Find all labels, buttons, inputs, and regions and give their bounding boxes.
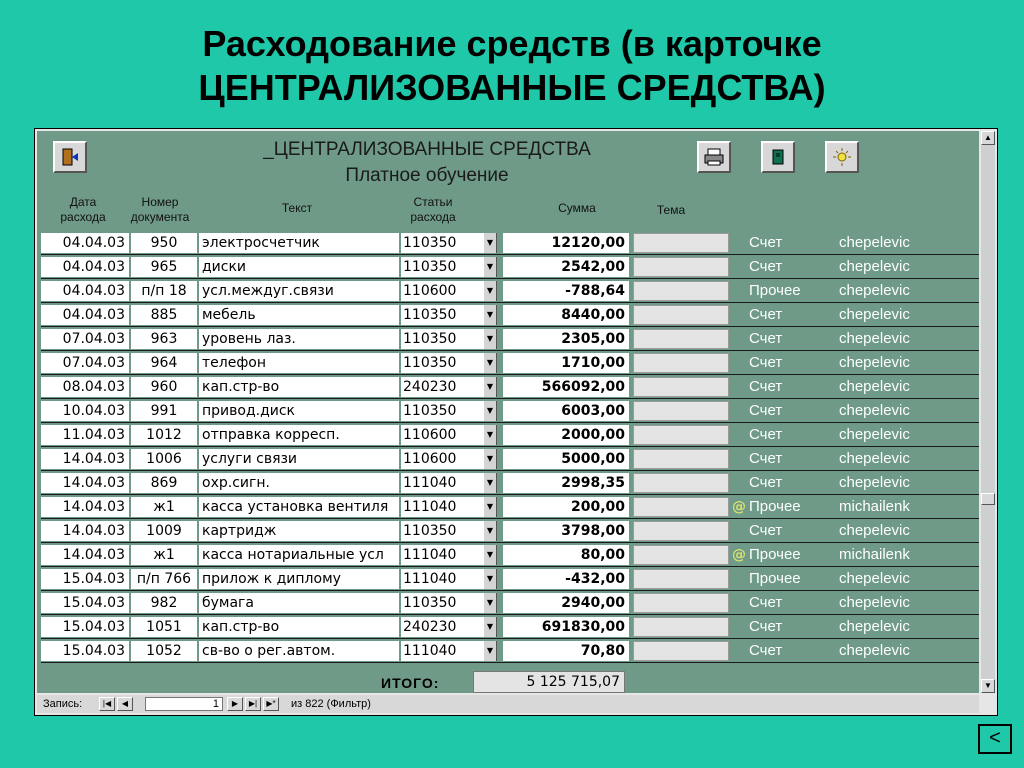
table-row[interactable]: [41, 567, 979, 591]
user-cell: chepelevic: [839, 330, 910, 347]
tema-cell[interactable]: [633, 353, 729, 373]
door-exit-icon: [60, 147, 80, 167]
tema-cell[interactable]: [633, 281, 729, 301]
doc-number-cell[interactable]: 869: [131, 473, 197, 493]
prev-record-button[interactable]: ◀: [117, 697, 133, 711]
type-cell: Счет: [749, 642, 783, 659]
article-dropdown-button[interactable]: ▼: [483, 593, 497, 613]
col-head-sum: Сумма: [558, 201, 596, 215]
sum-cell[interactable]: 2998,35: [503, 473, 629, 493]
scroll-up-button[interactable]: ▲: [981, 131, 995, 145]
date-cell[interactable]: 14.04.03: [41, 497, 129, 517]
user-cell: chepelevic: [839, 474, 910, 491]
col-head-text: Текст: [281, 201, 313, 215]
text-cell[interactable]: телефон: [199, 353, 399, 373]
col-head-tema: Тема: [656, 203, 686, 217]
doc-number-cell[interactable]: 1052: [131, 641, 197, 661]
attachment-marker: [731, 617, 747, 637]
sum-cell[interactable]: 1710,00: [503, 353, 629, 373]
text-cell[interactable]: кап.стр-во: [199, 377, 399, 397]
text-cell[interactable]: диски: [199, 257, 399, 277]
table-row[interactable]: [41, 231, 979, 255]
article-dropdown-button[interactable]: ▼: [483, 329, 497, 349]
record-navigator: [37, 695, 979, 713]
article-dropdown-button[interactable]: ▼: [483, 425, 497, 445]
type-cell: Счет: [749, 594, 783, 611]
scroll-down-button[interactable]: ▼: [981, 679, 995, 693]
article-cell[interactable]: 240230: [401, 617, 483, 637]
table-row[interactable]: [41, 471, 979, 495]
col-head-date-line1: Дата: [69, 195, 97, 209]
text-cell[interactable]: касса установка вентиля: [199, 497, 399, 517]
type-cell: Счет: [749, 450, 783, 467]
text-cell[interactable]: кап.стр-во: [199, 617, 399, 637]
date-cell[interactable]: 04.04.03: [41, 257, 129, 277]
new-record-button[interactable]: ▶*: [263, 697, 279, 711]
last-record-button[interactable]: ▶|: [245, 697, 261, 711]
sum-cell[interactable]: 80,00: [503, 545, 629, 565]
table-row[interactable]: [41, 303, 979, 327]
light-bulb-icon: [832, 147, 852, 167]
tema-cell[interactable]: [633, 401, 729, 421]
tema-cell[interactable]: [633, 473, 729, 493]
type-cell: Прочее: [749, 498, 801, 515]
table-row[interactable]: [41, 327, 979, 351]
date-cell[interactable]: 08.04.03: [41, 377, 129, 397]
doc-number-cell[interactable]: 964: [131, 353, 197, 373]
date-cell[interactable]: 15.04.03: [41, 593, 129, 613]
form-body: [37, 131, 979, 693]
article-dropdown-button[interactable]: ▼: [483, 257, 497, 277]
text-cell[interactable]: отправка корресп.: [199, 425, 399, 445]
tema-cell[interactable]: [633, 521, 729, 541]
sum-cell[interactable]: 2000,00: [503, 425, 629, 445]
text-cell[interactable]: привод.диск: [199, 401, 399, 421]
vertical-scrollbar[interactable]: [981, 131, 995, 693]
doc-number-cell[interactable]: 950: [131, 233, 197, 253]
user-cell: chepelevic: [839, 258, 910, 275]
tema-cell[interactable]: [633, 545, 729, 565]
date-cell[interactable]: 07.04.03: [41, 329, 129, 349]
article-cell[interactable]: 110350: [401, 353, 483, 373]
table-row[interactable]: [41, 447, 979, 471]
type-cell: Счет: [749, 426, 783, 443]
article-cell[interactable]: 111040: [401, 497, 483, 517]
user-cell: chepelevic: [839, 450, 910, 467]
total-label: ИТОГО:: [381, 675, 440, 691]
user-cell: chepelevic: [839, 402, 910, 419]
access-form-window: [34, 128, 998, 716]
table-row[interactable]: [41, 351, 979, 375]
type-cell: Счет: [749, 522, 783, 539]
date-cell[interactable]: 14.04.03: [41, 521, 129, 541]
print-button[interactable]: [697, 141, 731, 173]
attachment-marker: [731, 377, 747, 397]
attachment-marker: [731, 641, 747, 661]
sum-cell[interactable]: -788,64: [503, 281, 629, 301]
date-cell[interactable]: 15.04.03: [41, 569, 129, 589]
user-cell: chepelevic: [839, 522, 910, 539]
text-cell[interactable]: мебель: [199, 305, 399, 325]
type-cell: Счет: [749, 378, 783, 395]
attachment-marker: [731, 233, 747, 253]
slide-title: [0, 22, 1024, 110]
doc-number-cell[interactable]: 1051: [131, 617, 197, 637]
user-cell: chepelevic: [839, 642, 910, 659]
article-cell[interactable]: 111040: [401, 473, 483, 493]
slide-title-line2: ЦЕНТРАЛИЗОВАННЫЕ СРЕДСТВА): [198, 67, 826, 108]
doc-number-cell[interactable]: 982: [131, 593, 197, 613]
col-head-article-line1: Статьи: [413, 195, 453, 209]
col-head-doc-line2: документа: [130, 210, 190, 224]
type-cell: Счет: [749, 354, 783, 371]
table-row[interactable]: [41, 279, 979, 303]
tema-cell[interactable]: [633, 449, 729, 469]
attachment-marker: [731, 401, 747, 421]
table-row[interactable]: [41, 519, 979, 543]
exit-button[interactable]: [53, 141, 87, 173]
doc-number-cell[interactable]: 991: [131, 401, 197, 421]
article-dropdown-button[interactable]: ▼: [483, 377, 497, 397]
doc-number-cell[interactable]: 1006: [131, 449, 197, 469]
book-icon: [768, 147, 788, 167]
user-cell: michailenk: [839, 498, 910, 515]
table-row[interactable]: [41, 639, 979, 663]
text-cell[interactable]: прилож к диплому: [199, 569, 399, 589]
tema-cell[interactable]: [633, 617, 729, 637]
attachment-marker: [731, 305, 747, 325]
col-head-article: [397, 195, 469, 225]
article-cell[interactable]: 110350: [401, 401, 483, 421]
scroll-thumb[interactable]: [981, 493, 995, 505]
article-dropdown-button[interactable]: ▼: [483, 401, 497, 421]
table-row[interactable]: [41, 375, 979, 399]
doc-number-cell[interactable]: 1012: [131, 425, 197, 445]
user-cell: chepelevic: [839, 426, 910, 443]
doc-number-cell[interactable]: 885: [131, 305, 197, 325]
date-cell[interactable]: 15.04.03: [41, 641, 129, 661]
attachment-marker: @: [732, 499, 746, 515]
article-cell[interactable]: 111040: [401, 545, 483, 565]
table-row[interactable]: [41, 423, 979, 447]
doc-number-cell[interactable]: ж1: [131, 497, 197, 517]
first-record-button[interactable]: |◀: [99, 697, 115, 711]
user-cell: chepelevic: [839, 378, 910, 395]
date-cell[interactable]: 10.04.03: [41, 401, 129, 421]
article-cell[interactable]: 111040: [401, 569, 483, 589]
table-row[interactable]: [41, 495, 979, 519]
article-cell[interactable]: 110600: [401, 449, 483, 469]
sum-cell[interactable]: 200,00: [503, 497, 629, 517]
text-cell[interactable]: бумага: [199, 593, 399, 613]
tema-cell[interactable]: [633, 305, 729, 325]
col-head-date: [45, 195, 121, 225]
form-subheading: Платное обучение: [345, 165, 509, 186]
date-cell[interactable]: 04.04.03: [41, 233, 129, 253]
record-number-input[interactable]: 1: [145, 697, 223, 711]
type-cell: Счет: [749, 618, 783, 635]
table-row[interactable]: [41, 255, 979, 279]
col-head-article-line2: расхода: [410, 210, 456, 224]
article-dropdown-button[interactable]: ▼: [483, 473, 497, 493]
text-cell[interactable]: св-во о рег.автом.: [199, 641, 399, 661]
user-cell: chepelevic: [839, 594, 910, 611]
tema-cell[interactable]: [633, 329, 729, 349]
col-head-doc: [123, 195, 197, 225]
type-cell: Счет: [749, 306, 783, 323]
article-dropdown-button[interactable]: ▼: [483, 281, 497, 301]
type-cell: Счет: [749, 258, 783, 275]
article-dropdown-button[interactable]: ▼: [483, 545, 497, 565]
doc-number-cell[interactable]: п/п 766: [131, 569, 197, 589]
type-cell: Прочее: [749, 282, 801, 299]
doc-number-cell[interactable]: ж1: [131, 545, 197, 565]
col-head-doc-line1: Номер: [141, 195, 179, 209]
tema-cell[interactable]: [633, 377, 729, 397]
article-cell[interactable]: 110350: [401, 233, 483, 253]
article-cell[interactable]: 110350: [401, 305, 483, 325]
article-dropdown-button[interactable]: ▼: [483, 641, 497, 661]
form-heading: _ЦЕНТРАЛИЗОВАННЫЕ СРЕДСТВА: [263, 139, 591, 160]
user-cell: chepelevic: [839, 306, 910, 323]
date-cell[interactable]: 04.04.03: [41, 281, 129, 301]
article-cell[interactable]: 110600: [401, 425, 483, 445]
article-dropdown-button[interactable]: ▼: [483, 617, 497, 637]
attachment-marker: [731, 281, 747, 301]
date-cell[interactable]: 11.04.03: [41, 425, 129, 445]
text-cell[interactable]: электросчетчик: [199, 233, 399, 253]
article-cell[interactable]: 111040: [401, 641, 483, 661]
sum-cell[interactable]: 3798,00: [503, 521, 629, 541]
type-cell: Счет: [749, 402, 783, 419]
records-grid: [41, 231, 979, 663]
text-cell[interactable]: уровень лаз.: [199, 329, 399, 349]
user-cell: chepelevic: [839, 618, 910, 635]
printer-icon: [703, 147, 725, 167]
attachment-marker: [731, 329, 747, 349]
type-cell: Прочее: [749, 546, 801, 563]
doc-number-cell[interactable]: 960: [131, 377, 197, 397]
attachment-marker: [731, 449, 747, 469]
article-cell[interactable]: 240230: [401, 377, 483, 397]
table-row[interactable]: [41, 591, 979, 615]
tema-cell[interactable]: [633, 425, 729, 445]
date-cell[interactable]: 04.04.03: [41, 305, 129, 325]
sum-cell[interactable]: 2542,00: [503, 257, 629, 277]
article-dropdown-button[interactable]: ▼: [483, 233, 497, 253]
tema-cell[interactable]: [633, 641, 729, 661]
user-cell: chepelevic: [839, 570, 910, 587]
date-cell[interactable]: 14.04.03: [41, 449, 129, 469]
date-cell[interactable]: 14.04.03: [41, 473, 129, 493]
sum-cell[interactable]: 6003,00: [503, 401, 629, 421]
back-button[interactable]: <: [978, 724, 1012, 754]
date-cell[interactable]: 14.04.03: [41, 545, 129, 565]
attachment-marker: [731, 569, 747, 589]
type-cell: Прочее: [749, 570, 801, 587]
sum-cell[interactable]: 8440,00: [503, 305, 629, 325]
tema-cell[interactable]: [633, 257, 729, 277]
sum-cell[interactable]: 691830,00: [503, 617, 629, 637]
user-cell: michailenk: [839, 546, 910, 563]
sum-cell[interactable]: 5000,00: [503, 449, 629, 469]
article-dropdown-button[interactable]: ▼: [483, 305, 497, 325]
type-cell: Счет: [749, 330, 783, 347]
text-cell[interactable]: касса нотариальные усл: [199, 545, 399, 565]
date-cell[interactable]: 15.04.03: [41, 617, 129, 637]
article-cell[interactable]: 110350: [401, 593, 483, 613]
article-dropdown-button[interactable]: ▼: [483, 569, 497, 589]
text-cell[interactable]: охр.сигн.: [199, 473, 399, 493]
table-row[interactable]: [41, 615, 979, 639]
attachment-marker: [731, 425, 747, 445]
attachment-marker: [731, 521, 747, 541]
date-cell[interactable]: 07.04.03: [41, 353, 129, 373]
book-button[interactable]: [761, 141, 795, 173]
article-dropdown-button[interactable]: ▼: [483, 449, 497, 469]
next-record-button[interactable]: ▶: [227, 697, 243, 711]
doc-number-cell[interactable]: 965: [131, 257, 197, 277]
attachment-marker: [731, 257, 747, 277]
total-value: 5 125 715,07: [473, 671, 625, 693]
table-row[interactable]: [41, 543, 979, 567]
doc-number-cell[interactable]: 1009: [131, 521, 197, 541]
user-cell: chepelevic: [839, 234, 910, 251]
tema-cell[interactable]: [633, 233, 729, 253]
article-dropdown-button[interactable]: ▼: [483, 521, 497, 541]
wizard-button[interactable]: [825, 141, 859, 173]
text-cell[interactable]: услуги связи: [199, 449, 399, 469]
tema-cell[interactable]: [633, 569, 729, 589]
article-cell[interactable]: 110350: [401, 329, 483, 349]
article-dropdown-button[interactable]: ▼: [483, 497, 497, 517]
text-cell[interactable]: усл.междуг.связи: [199, 281, 399, 301]
sum-cell[interactable]: -432,00: [503, 569, 629, 589]
attachment-marker: [731, 473, 747, 493]
type-cell: Счет: [749, 474, 783, 491]
doc-number-cell[interactable]: п/п 18: [131, 281, 197, 301]
slide-title-line1: Расходование средств (в карточке: [202, 23, 822, 64]
attachment-marker: [731, 353, 747, 373]
record-label: Запись:: [43, 698, 83, 710]
article-cell[interactable]: 110350: [401, 521, 483, 541]
sum-cell[interactable]: 70,80: [503, 641, 629, 661]
user-cell: chepelevic: [839, 282, 910, 299]
user-cell: chepelevic: [839, 354, 910, 371]
attachment-marker: [731, 593, 747, 613]
record-count: из 822 (Фильтр): [291, 698, 371, 710]
sum-cell[interactable]: 566092,00: [503, 377, 629, 397]
doc-number-cell[interactable]: 963: [131, 329, 197, 349]
article-cell[interactable]: 110600: [401, 281, 483, 301]
table-row[interactable]: [41, 399, 979, 423]
tema-cell[interactable]: [633, 497, 729, 517]
text-cell[interactable]: картридж: [199, 521, 399, 541]
article-cell[interactable]: 110350: [401, 257, 483, 277]
attachment-marker: @: [732, 547, 746, 563]
type-cell: Счет: [749, 234, 783, 251]
col-head-date-line2: расхода: [60, 210, 106, 224]
sum-cell[interactable]: 2305,00: [503, 329, 629, 349]
sum-cell[interactable]: 12120,00: [503, 233, 629, 253]
article-dropdown-button[interactable]: ▼: [483, 353, 497, 373]
tema-cell[interactable]: [633, 593, 729, 613]
sum-cell[interactable]: 2940,00: [503, 593, 629, 613]
